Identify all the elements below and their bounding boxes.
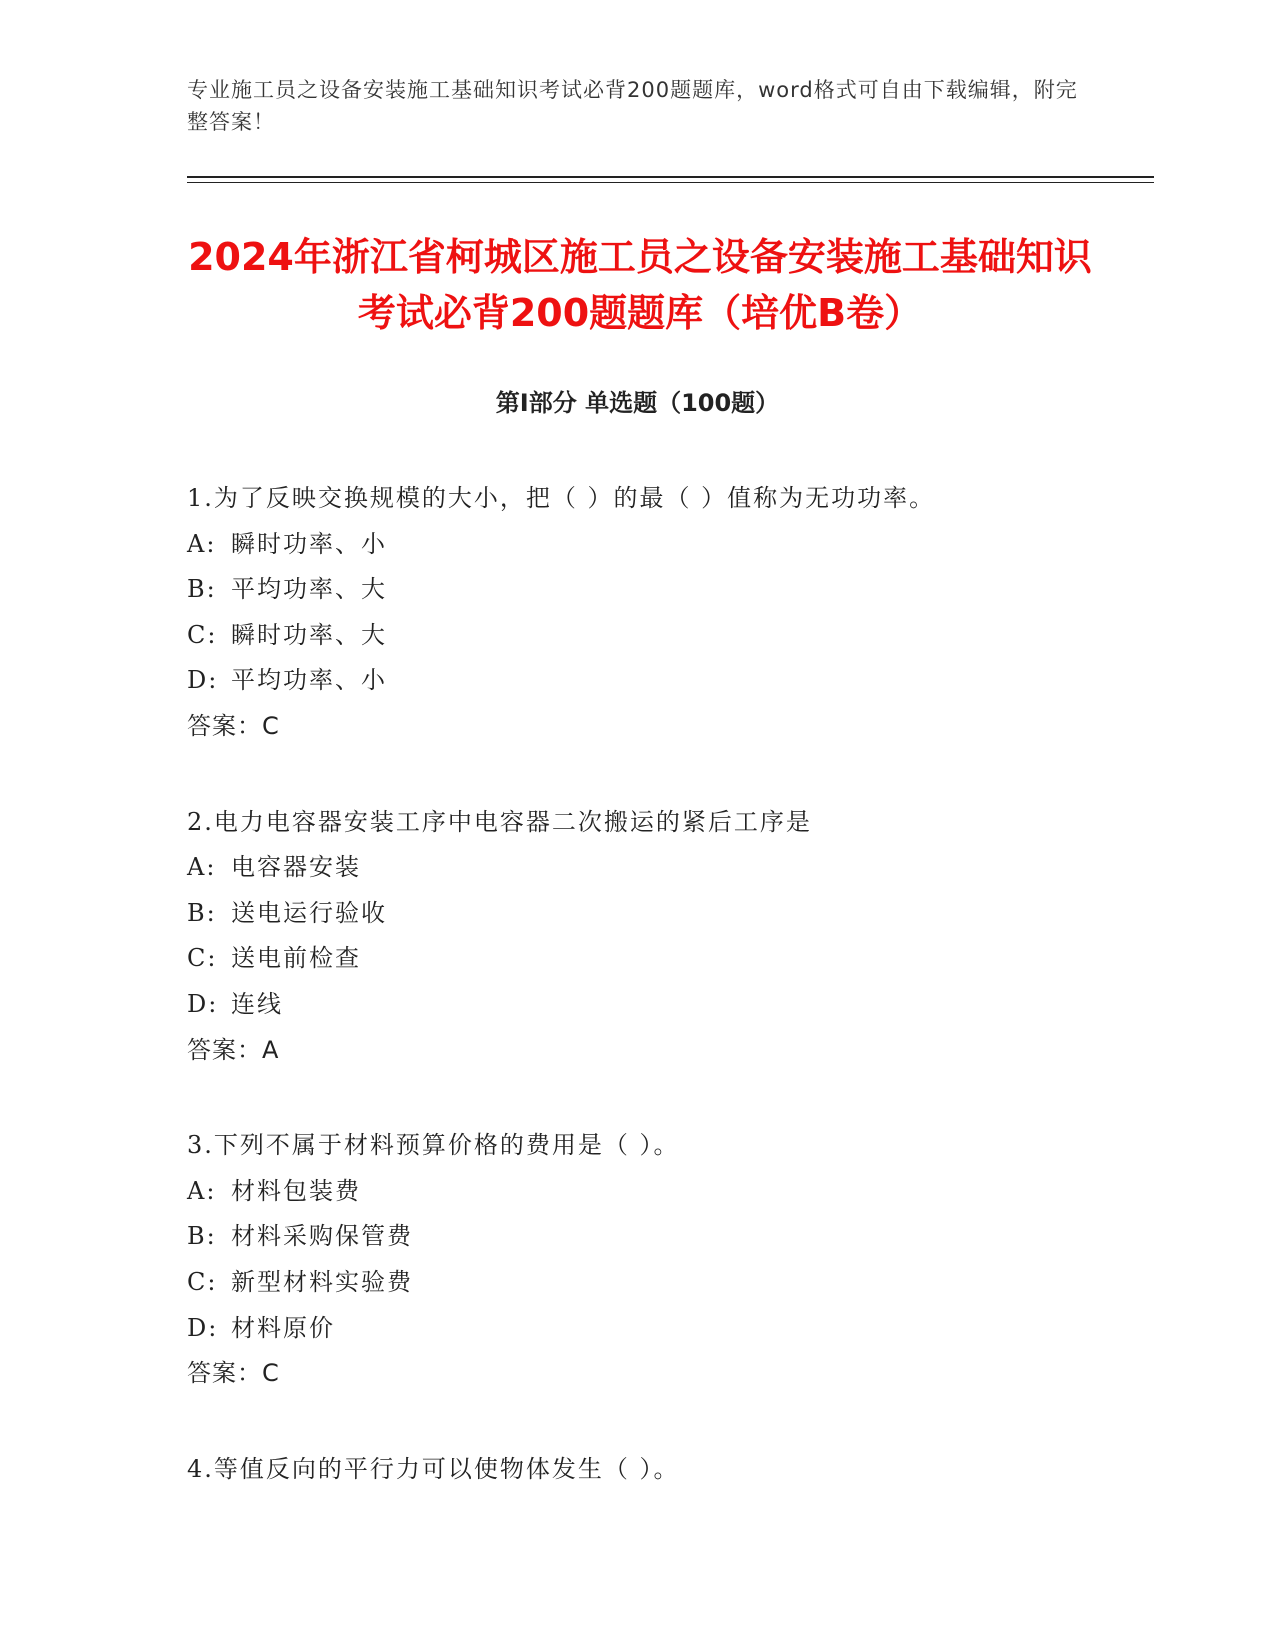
- option-letter: A:: [187, 1176, 217, 1205]
- option-letter: D:: [187, 1313, 219, 1342]
- option-letter: A:: [187, 853, 217, 882]
- option-text: 材料原价: [231, 1313, 335, 1342]
- question-text: 1.为了反映交换规模的大小，把（ ）的最（ ）值称为无功功率。: [187, 484, 936, 512]
- option-text: 材料包装费: [231, 1176, 361, 1205]
- option-letter: A:: [187, 529, 217, 558]
- option-text: 瞬时功率、大: [231, 620, 387, 649]
- option-c: [187, 936, 1147, 982]
- option-text: 新型材料实验费: [231, 1267, 413, 1296]
- question-text: 3.下列不属于材料预算价格的费用是（ ）。: [187, 1131, 680, 1160]
- header-rule-thick: [187, 176, 1154, 178]
- option-b: [187, 891, 1147, 937]
- question-list: [187, 476, 1147, 1542]
- question-1: [187, 476, 1147, 750]
- option-text: 瞬时功率、小: [231, 529, 387, 558]
- option-letter: C:: [187, 1267, 218, 1296]
- option-text: 送电前检查: [231, 944, 361, 973]
- option-text: 平均功率、大: [231, 575, 387, 604]
- question-4: [187, 1447, 1147, 1493]
- option-letter: C:: [187, 620, 218, 649]
- option-text: 送电运行验收: [231, 898, 387, 927]
- option-letter: B:: [187, 898, 217, 927]
- option-b: [187, 567, 1147, 613]
- answer: 答案：A: [187, 1035, 280, 1064]
- option-letter: D:: [187, 666, 219, 695]
- option-c: [187, 1260, 1147, 1306]
- option-b: [187, 1214, 1147, 1260]
- document-title: 2024年浙江省柯城区施工员之设备安装施工基础知识考试必背200题题库（培优B卷）: [188, 235, 1092, 335]
- option-text: 电容器安装: [231, 853, 361, 882]
- option-a: [187, 845, 1147, 891]
- option-text: 平均功率、小: [231, 666, 387, 695]
- question-3: [187, 1123, 1147, 1397]
- option-a: [187, 1169, 1147, 1215]
- header-rule-thin: [187, 182, 1154, 183]
- option-d: [187, 658, 1147, 704]
- option-letter: D:: [187, 989, 219, 1018]
- option-letter: B:: [187, 1222, 217, 1251]
- question-2: [187, 800, 1147, 1074]
- option-c: [187, 613, 1147, 659]
- option-d: [187, 982, 1147, 1028]
- header-note: 专业施工员之设备安装施工基础知识考试必背200题题库，word格式可自由下载编辑，附完整答案！: [187, 78, 1078, 134]
- option-letter: C:: [187, 944, 218, 973]
- option-d: [187, 1306, 1147, 1352]
- section-title: 第Ⅰ部分 单选题（100题）: [495, 389, 780, 417]
- option-text: 连线: [231, 989, 283, 1018]
- answer: 答案：C: [187, 1359, 280, 1388]
- option-a: [187, 522, 1147, 568]
- answer: 答案：C: [187, 711, 280, 740]
- question-text: 2.电力电容器安装工序中电容器二次搬运的紧后工序是: [187, 807, 812, 836]
- option-text: 材料采购保管费: [231, 1222, 413, 1251]
- option-letter: B:: [187, 575, 217, 604]
- question-text: 4.等值反向的平行力可以使物体发生（ ）。: [187, 1454, 680, 1483]
